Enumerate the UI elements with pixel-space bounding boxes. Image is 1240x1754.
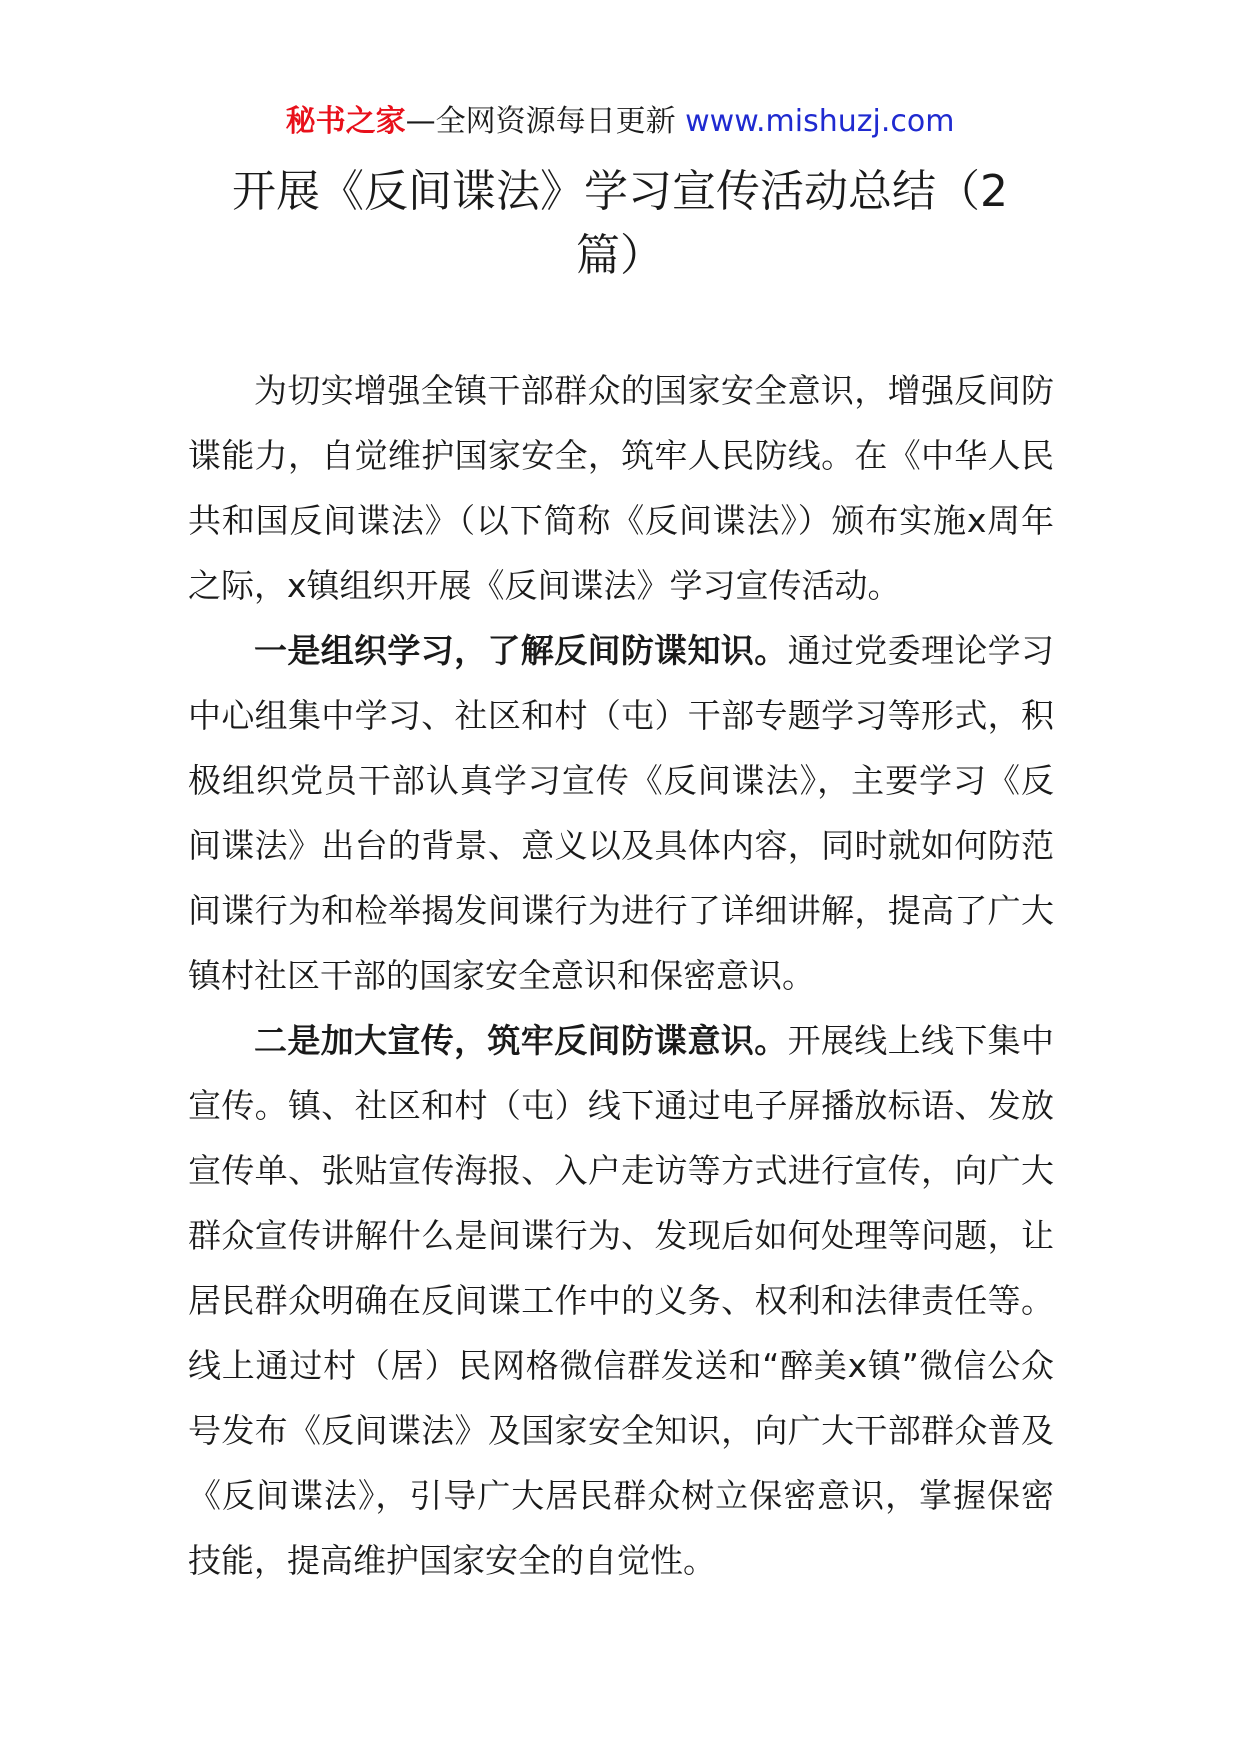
- paragraph-publicity: [188, 1008, 1054, 1593]
- header-tagline: —全网资源每日更新: [405, 104, 686, 139]
- paragraph-text: 为切实增强全镇干部群众的国家安全意识，增强反间防谍能力，自觉维护国家安全，筑牢人民防线。在《中华人民共和国反间谍法》（以下简称《反间谍法》）颁布实施x周年之际，x镇组织开展《反间谍法》学习宣传活动。: [188, 371, 1054, 605]
- paragraph-lead: 二是加大宣传，筑牢反间防谍意识。: [254, 1021, 788, 1060]
- brand-name: 秘书之家: [285, 104, 406, 139]
- paragraph-intro: [188, 358, 1054, 618]
- site-header: [0, 100, 1240, 144]
- paragraph-text: 开展线上线下集中宣传。镇、社区和村（屯）线下通过电子屏播放标语、发放宣传单、张贴宣传海报、入户走访等方式进行宣传，向广大群众宣传讲解什么是间谍行为、发现后如何处理等问题，让居民群众明确在反间谍工作中的义务、权利和法律责任等。线上通过村（居）民网格微信群发送和“醉美x镇”微信公众号发布《反间谍法》及国家安全知识，向广大干部群众普及《反间谍法》，引导广大居民群众树立保密意识，掌握保密技能，提高维护国家安全的自觉性。: [188, 1021, 1055, 1580]
- paragraph-text: 通过党委理论学习中心组集中学习、社区和村（屯）干部专题学习等形式，积极组织党员干部认真学习宣传《反间谍法》，主要学习《反间谍法》出台的背景、意义以及具体内容，同时就如何防范间谍行为和检举揭发间谍行为进行了详细讲解，提高了广大镇村社区干部的国家安全意识和保密意识。: [188, 631, 1055, 995]
- paragraph-study: [188, 618, 1054, 1008]
- site-url: www.mishuzj.com: [685, 104, 955, 139]
- paragraph-lead: 一是组织学习，了解反间防谍知识。: [254, 631, 788, 670]
- document-title: 开展《反间谍法》学习宣传活动总结（2篇）: [232, 166, 1008, 281]
- document-body: [188, 358, 1054, 1593]
